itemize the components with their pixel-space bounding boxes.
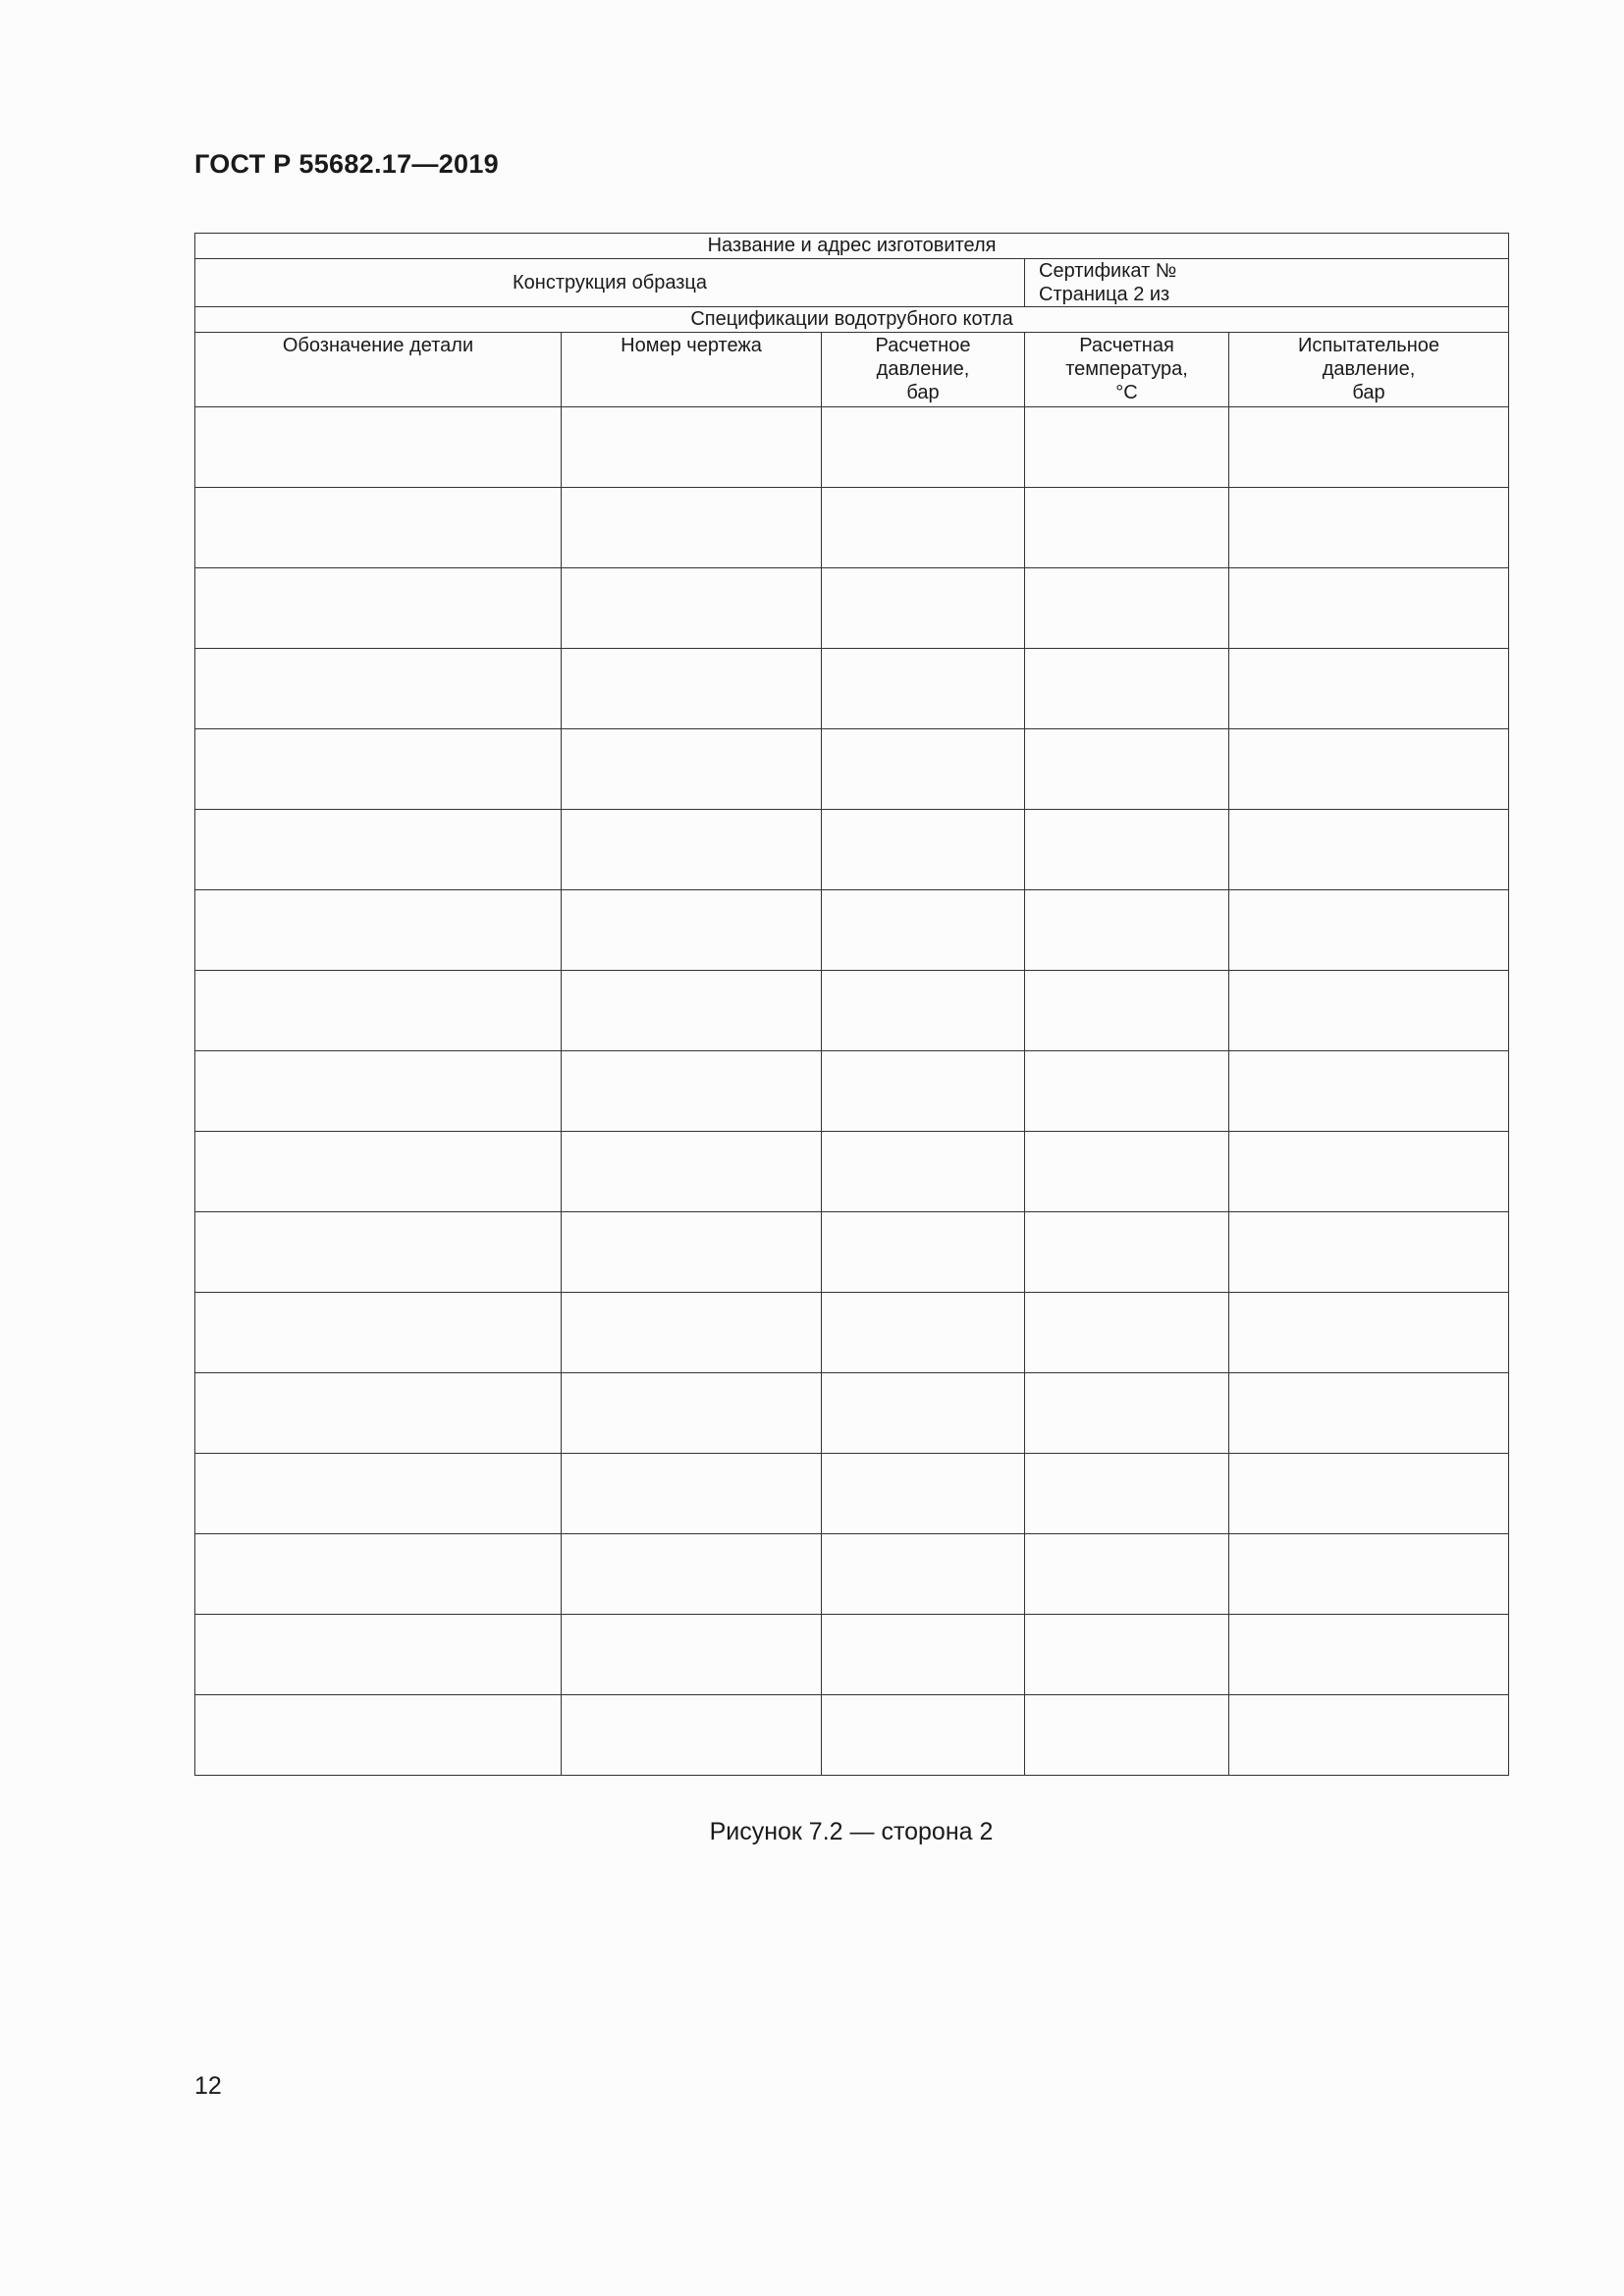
table-cell	[1025, 488, 1229, 568]
column-header-line: °С	[1115, 382, 1138, 403]
table-cell	[562, 1051, 822, 1132]
table-row	[195, 568, 1509, 649]
table-row	[195, 810, 1509, 890]
column-header-design-pressure	[822, 333, 1025, 407]
table-cell	[195, 1373, 562, 1454]
table-cell	[1025, 971, 1229, 1051]
table-cell	[1229, 1132, 1509, 1212]
table-cell	[1229, 971, 1509, 1051]
table-cell	[195, 729, 562, 810]
table-cell	[1025, 1615, 1229, 1695]
table-cell	[1025, 810, 1229, 890]
table-cell	[195, 1615, 562, 1695]
table-cell	[562, 1293, 822, 1373]
table-row	[195, 890, 1509, 971]
column-header-line: Номер чертежа	[621, 335, 762, 356]
table-row	[195, 1615, 1509, 1695]
table-row	[195, 1212, 1509, 1293]
table-cell	[1229, 1615, 1509, 1695]
table-cell	[1025, 729, 1229, 810]
table-cell	[562, 1534, 822, 1615]
specification-form-table	[194, 233, 1509, 1776]
table-cell	[822, 649, 1025, 729]
table-row	[195, 407, 1509, 488]
column-header-row	[195, 333, 1509, 407]
design-row	[195, 259, 1509, 307]
table-cell	[1229, 810, 1509, 890]
table-cell	[1025, 649, 1229, 729]
table-cell	[1229, 1212, 1509, 1293]
table-cell	[1229, 729, 1509, 810]
table-cell	[1025, 1051, 1229, 1132]
column-header-line: бар	[906, 382, 940, 403]
table-cell	[822, 1615, 1025, 1695]
table-cell	[562, 1132, 822, 1212]
table-cell	[1229, 1373, 1509, 1454]
column-header-design-temperature	[1025, 333, 1229, 407]
table-row	[195, 488, 1509, 568]
column-header-line: Расчетное	[875, 335, 971, 356]
table-row	[195, 1132, 1509, 1212]
table-cell	[195, 568, 562, 649]
table-cell	[1025, 1132, 1229, 1212]
page-of-label: Страница 2 из	[1039, 284, 1170, 305]
column-header-part-designation	[195, 333, 562, 407]
table-cell	[195, 1695, 562, 1776]
table-cell	[822, 971, 1025, 1051]
table-cell	[562, 1212, 822, 1293]
table-cell	[1229, 890, 1509, 971]
table-cell	[1025, 407, 1229, 488]
table-cell	[562, 971, 822, 1051]
table-cell	[822, 729, 1025, 810]
manufacturer-label: Название и адрес изготовителя	[195, 234, 1509, 259]
column-header-line: давление,	[1322, 358, 1416, 380]
table-cell	[822, 1373, 1025, 1454]
table-cell	[822, 1695, 1025, 1776]
table-cell	[195, 407, 562, 488]
table-cell	[822, 1293, 1025, 1373]
table-cell	[562, 1454, 822, 1534]
page-number: 12	[194, 2072, 222, 2100]
spec-title: Спецификации водотрубного котла	[195, 307, 1509, 333]
certificate-label: Сертификат №	[1039, 260, 1177, 282]
table-cell	[1229, 1293, 1509, 1373]
table-cell	[195, 1212, 562, 1293]
manufacturer-row	[195, 234, 1509, 259]
table-row	[195, 1051, 1509, 1132]
table-cell	[562, 1695, 822, 1776]
table-row	[195, 1293, 1509, 1373]
table-cell	[195, 810, 562, 890]
table-cell	[822, 488, 1025, 568]
table-cell	[1229, 649, 1509, 729]
column-header-line: давление,	[876, 358, 970, 380]
column-header-test-pressure	[1229, 333, 1509, 407]
table-cell	[1025, 1212, 1229, 1293]
table-cell	[822, 890, 1025, 971]
table-cell	[1229, 568, 1509, 649]
certificate-cell	[1025, 259, 1509, 307]
table-row	[195, 971, 1509, 1051]
spec-title-row	[195, 307, 1509, 333]
table-cell	[562, 890, 822, 971]
column-header-drawing-number	[562, 333, 822, 407]
table-cell	[195, 488, 562, 568]
table-cell	[822, 407, 1025, 488]
table-row	[195, 1454, 1509, 1534]
table-cell	[562, 1615, 822, 1695]
table-cell	[1025, 1293, 1229, 1373]
table-cell	[822, 568, 1025, 649]
table-cell	[1025, 1373, 1229, 1454]
table-cell	[1025, 1534, 1229, 1615]
table-cell	[1229, 1695, 1509, 1776]
table-cell	[1229, 1534, 1509, 1615]
table-cell	[822, 1212, 1025, 1293]
column-header-line: бар	[1352, 382, 1385, 403]
column-header-line: Обозначение детали	[282, 335, 474, 356]
table-cell	[1025, 568, 1229, 649]
table-cell	[195, 1454, 562, 1534]
table-cell	[822, 1051, 1025, 1132]
table-cell	[195, 1051, 562, 1132]
table-cell	[1229, 407, 1509, 488]
column-header-line: Испытательное	[1298, 335, 1440, 356]
table-cell	[822, 1132, 1025, 1212]
table-cell	[1229, 1454, 1509, 1534]
table-cell	[822, 810, 1025, 890]
table-cell	[562, 407, 822, 488]
design-label: Конструкция образца	[195, 259, 1025, 307]
table-cell	[562, 1373, 822, 1454]
table-cell	[195, 1534, 562, 1615]
table-cell	[1229, 1051, 1509, 1132]
table-cell	[562, 729, 822, 810]
table-cell	[195, 1132, 562, 1212]
table-cell	[562, 488, 822, 568]
table-cell	[195, 649, 562, 729]
column-header-line: температура,	[1065, 358, 1188, 380]
table-cell	[195, 890, 562, 971]
table-cell	[562, 810, 822, 890]
table-cell	[1025, 1454, 1229, 1534]
table-cell	[1025, 1695, 1229, 1776]
table-cell	[562, 649, 822, 729]
table-cell	[1025, 890, 1229, 971]
column-header-line: Расчетная	[1079, 335, 1174, 356]
table-cell	[195, 1293, 562, 1373]
table-row	[195, 1534, 1509, 1615]
table-row	[195, 1373, 1509, 1454]
table-row	[195, 729, 1509, 810]
table-cell	[822, 1534, 1025, 1615]
table-cell	[562, 568, 822, 649]
table-row	[195, 1695, 1509, 1776]
document-code: ГОСТ Р 55682.17—2019	[194, 149, 499, 179]
table-cell	[822, 1454, 1025, 1534]
table-cell	[195, 971, 562, 1051]
table-cell	[1229, 488, 1509, 568]
table-row	[195, 649, 1509, 729]
figure-caption: Рисунок 7.2 — сторона 2	[709, 1818, 994, 1845]
